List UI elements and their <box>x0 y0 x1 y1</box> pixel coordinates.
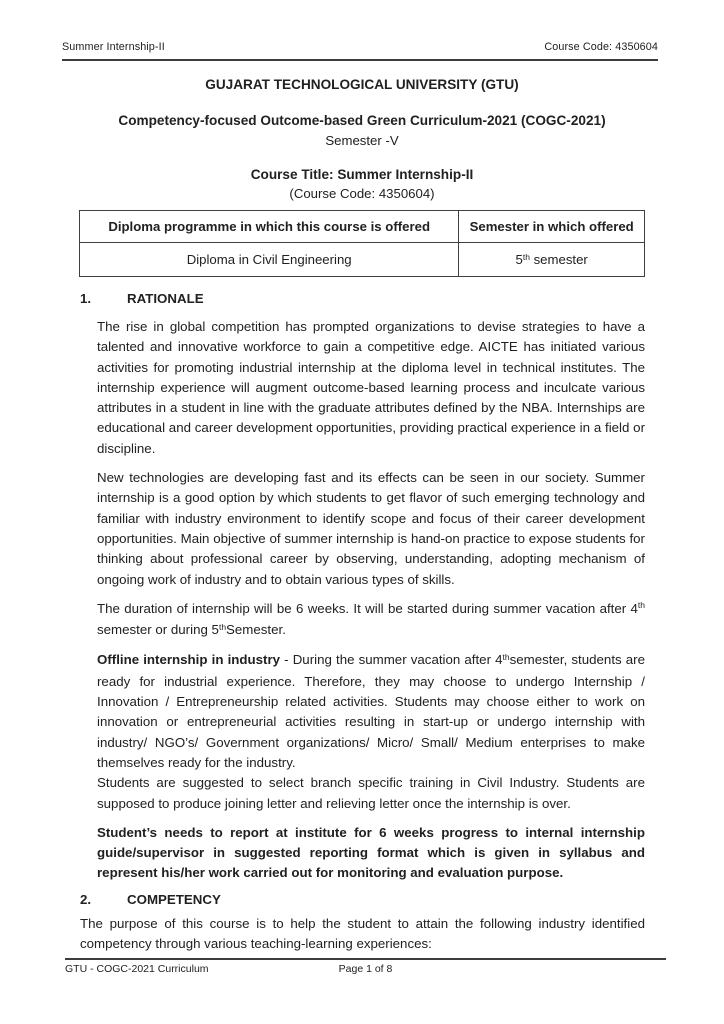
offline-internship-lead: Offline internship in industry <box>97 652 281 668</box>
section-2-title: COMPETENCY <box>127 891 221 907</box>
university-title: GUJARAT TECHNOLOGICAL UNIVERSITY (GTU) <box>205 77 519 92</box>
offer-table-header-row <box>80 211 645 243</box>
offer-table-semester-cell <box>459 243 645 277</box>
section-1-number: 1. <box>80 291 92 306</box>
footer-page-number: Page 1 of 8 <box>338 963 393 975</box>
curriculum-title: Competency-focused Outcome-based Green Curriculum-2021 (COGC-2021) <box>118 113 606 128</box>
section-1-title: RATIONALE <box>127 291 204 306</box>
offer-table <box>79 210 645 277</box>
semester-ordinal-superscript: th <box>522 251 530 262</box>
offer-table-programme-cell: Diploma in Civil Engineering <box>80 243 459 277</box>
offline-text-a: - During the summer vacation after 4 <box>280 652 503 668</box>
rationale-paragraph-5: Students are suggested to select branch specific training in Civil Industry. Students are supposed to produce joining letter and relieving letter once the internship is over. <box>97 775 645 811</box>
fourth-sem-superscript: th <box>637 600 645 611</box>
offline-text-b: semester, students are ready for industrial experience. Therefore, they may choose to undergo Internship / Innovation / Entrepreneurship related activities. Students may choose either to work on innovation or entrepreneurial activities resulting in start-up or undergo internship with industry/ NGO’s/ Government organizations/ Micro/ Small/ Medium enterprises to make themselves ready for the industry. <box>97 652 645 770</box>
page-header <box>62 41 658 61</box>
footer-curriculum-label: GTU - COGC-2021 Curriculum <box>65 963 209 975</box>
semester-line: Semester -V <box>325 133 399 148</box>
section-2-number: 2. <box>80 891 92 907</box>
rationale-paragraph-2: New technologies are developing fast and its effects can be seen in our society. Summer internship is a good option by which students to get flavor of such emerging technology and familiar with industry environment to identify scope and focus of their career development opportunities. Main objective of summer internship is hand-on practice to expose students for thinking about professional career by observing, understanding, adopting mechanism of ongoing work of industry and to obtain various types of skills. <box>97 470 645 587</box>
section-1-heading <box>80 291 645 307</box>
section-2-heading <box>80 892 645 908</box>
course-code: (Course Code: 4350604) <box>289 186 435 201</box>
header-course-name: Summer Internship-II <box>62 41 165 53</box>
header-course-code: Course Code: 4350604 <box>544 41 658 53</box>
duration-text-mid: semester or during 5 <box>97 622 219 638</box>
page-footer <box>65 958 666 975</box>
rationale-paragraph-1: The rise in global competition has prompted organizations to devise strategies to have a talented and innovative workforce to gain a competitive edge. AICTE has initiated various activities for promoting industrial internship at the diploma level in technical institutes. The internship experience will augment outcome-based learning process and inculcate various attributes in a student in line with the graduate attributes defined by the NBA. Internships are educational and career development opportunities, providing practical experience in a field or discipline. <box>97 319 645 456</box>
fifth-sem-superscript: th <box>218 621 227 632</box>
duration-text: The duration of internship will be 6 weeks. It will be started during summer vacation after 4 <box>97 600 638 616</box>
offer-table-col1-header: Diploma programme in which this course is offered <box>80 211 459 243</box>
competency-paragraph-1: The purpose of this course is to help the student to attain the following industry identified competency through various teaching-learning experiences: <box>80 915 645 952</box>
offer-table-col2-header: Semester in which offered <box>459 211 645 243</box>
semester-word: semester <box>529 252 588 267</box>
offline-sem-superscript: th <box>502 651 510 662</box>
course-title: Course Title: Summer Internship-II <box>250 167 474 182</box>
offer-table-data-row <box>80 243 645 277</box>
rationale-paragraph-4 <box>97 650 645 773</box>
rationale-paragraph-3 <box>97 599 645 642</box>
rationale-paragraph-6-bold: Student’s needs to report at institute for 6 weeks progress to internal internship guide/supervisor in suggested reporting format which is given in syllabus and represent his/her work carried out for monitoring and evaluation purpose. <box>97 824 645 881</box>
duration-text-end: Semester. <box>226 622 286 638</box>
semester-number: 5 <box>515 252 523 267</box>
